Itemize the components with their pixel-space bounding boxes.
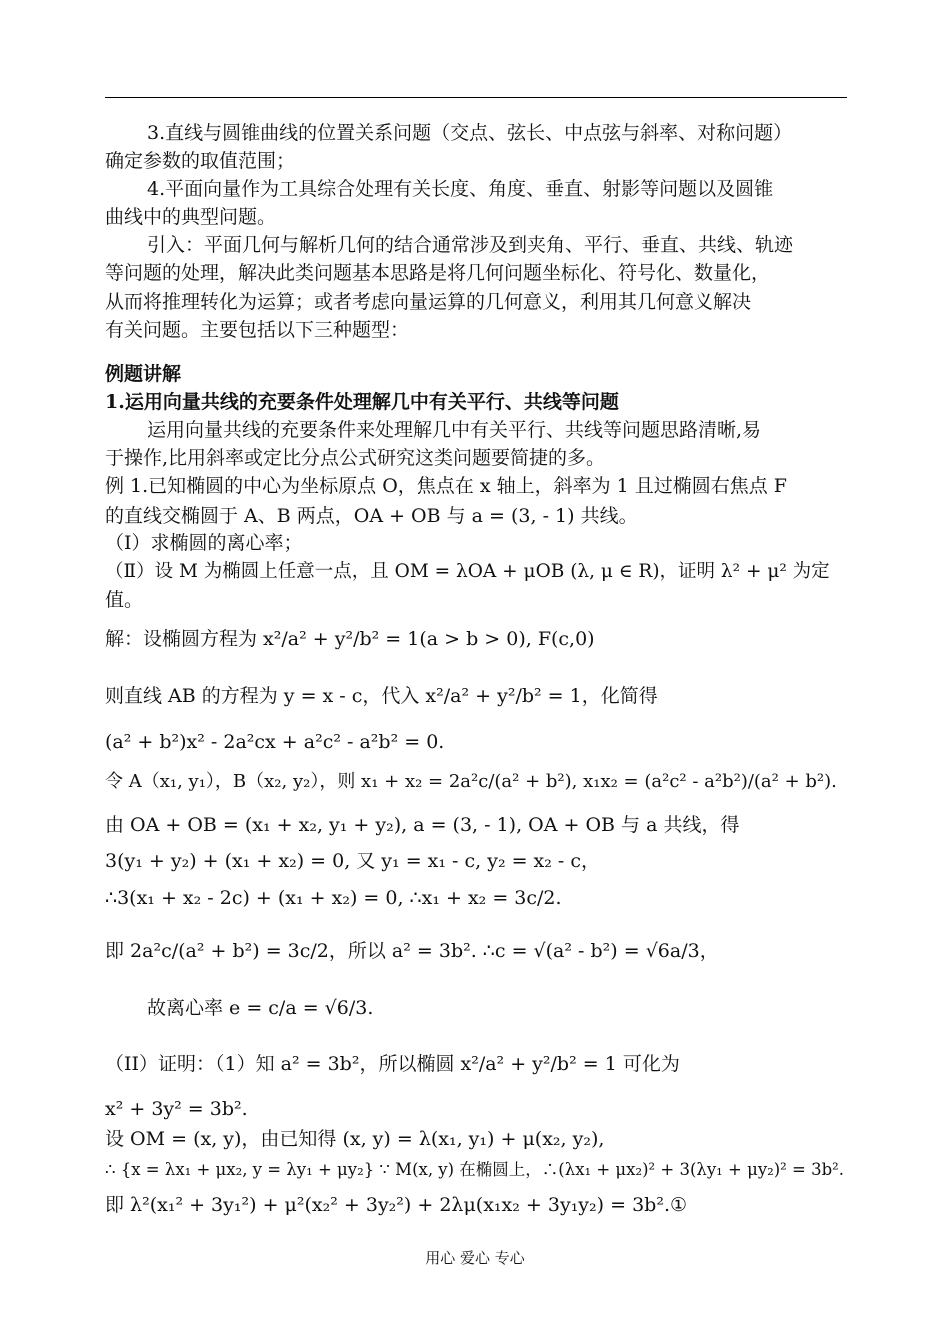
example-line: 例 1.已知椭圆的中心为坐标原点 O，焦点在 x 轴上，斜率为 1 且过椭圆右焦点 F (105, 475, 787, 497)
question-1: （Ⅰ）求椭圆的离心率； (105, 532, 303, 554)
text-line: 4.平面向量作为工具综合处理有关长度、角度、垂直、射影等问题以及圆锥 (147, 178, 774, 200)
equation-line: 即 2a²c/(a² + b²) = 3c/2，所以 a² = 3b². ∴c = √(a² - b²) = √6a/3， (105, 940, 719, 962)
text-line: 从而将推理转化为运算；或者考虑向量运算的几何意义，利用其几何意义解决 (105, 291, 752, 313)
subsection-heading: 1.运用向量共线的充要条件处理解几中有关平行、共线等问题 (105, 391, 619, 413)
question-2: （Ⅱ）设 M 为椭圆上任意一点，且 OM = λOA + μOB (λ, μ ∈ R)，证明 λ² + μ² 为定 (105, 561, 830, 582)
equation-line: ∴ {x = λx₁ + μx₂, y = λy₁ + μy₂} ∵ M(x, y) 在椭圆上，∴(λx₁ + μx₂)² + 3(λy₁ + μy₂)² = 3b². (105, 1160, 845, 1179)
example-line: 的直线交椭圆于 A、B 两点，OA + OB 与 a = (3, - 1) 共线。 (105, 505, 638, 527)
equation-line: 即 λ²(x₁² + 3y₁²) + μ²(x₂² + 3y₂²) + 2λμ(x₁x₂ + 3y₁y₂) = 3b².① (105, 1194, 688, 1216)
text-line: 于操作,比用斜率或定比分点公式研究这类问题要简捷的多。 (105, 447, 606, 469)
equation-line: ∴3(x₁ + x₂ - 2c) + (x₁ + x₂) = 0, ∴x₁ + x₂ = 3c/2. (105, 887, 562, 909)
text-line: 等问题的处理，解决此类问题基本思路是将几何问题坐标化、符号化、数量化， (105, 262, 771, 284)
solution-line: 解：设椭圆方程为 x²/a² + y²/b² = 1(a > b > 0), F(c,0) (105, 628, 595, 650)
intro-line: 引入：平面几何与解析几何的结合通常涉及到夹角、平行、垂直、共线、轨迹 (147, 234, 794, 256)
equation-line: (a² + b²)x² - 2a²cx + a²c² - a²b² = 0. (105, 731, 445, 753)
text-line: 值。 (105, 589, 144, 611)
solution-line: 则直线 AB 的方程为 y = x - c，代入 x²/a² + y²/b² = 1，化简得 (105, 685, 658, 707)
equation-line: x² + 3y² = 3b². (105, 1098, 248, 1120)
page-footer: 用心 爱心 专心 (425, 1249, 525, 1267)
equation-line: 由 OA + OB = (x₁ + x₂, y₁ + y₂), a = (3, - 1), OA + OB 与 a 共线，得 (105, 814, 740, 836)
text-line: 有关问题。主要包括以下三种题型： (105, 319, 410, 341)
proof-line: （II）证明：（1）知 a² = 3b²，所以椭圆 x²/a² + y²/b² = 1 可化为 (105, 1053, 680, 1075)
text-line: 运用向量共线的充要条件来处理解几中有关平行、共线等问题思路清晰,易 (147, 419, 762, 441)
equation-line: 设 OM = (x, y)，由已知得 (x, y) = λ(x₁, y₁) + μ(x₂, y₂), (105, 1128, 605, 1150)
section-heading: 例题讲解 (105, 363, 182, 385)
equation-line: 故离心率 e = c/a = √6/3. (147, 997, 374, 1019)
text-line: 确定参数的取值范围； (105, 150, 296, 172)
text-line: 曲线中的典型问题。 (105, 206, 277, 228)
header-rule (105, 97, 847, 98)
equation-line: 3(y₁ + y₂) + (x₁ + x₂) = 0, 又 y₁ = x₁ - c, y₂ = x₂ - c， (105, 850, 601, 872)
text-line: 3.直线与圆锥曲线的位置关系问题（交点、弦长、中点弦与斜率、对称问题） (147, 122, 793, 144)
equation-line: 令 A（x₁, y₁），B（x₂, y₂），则 x₁ + x₂ = 2a²c/(a² + b²), x₁x₂ = (a²c² - a²b²)/(a² + b²). (105, 771, 837, 792)
